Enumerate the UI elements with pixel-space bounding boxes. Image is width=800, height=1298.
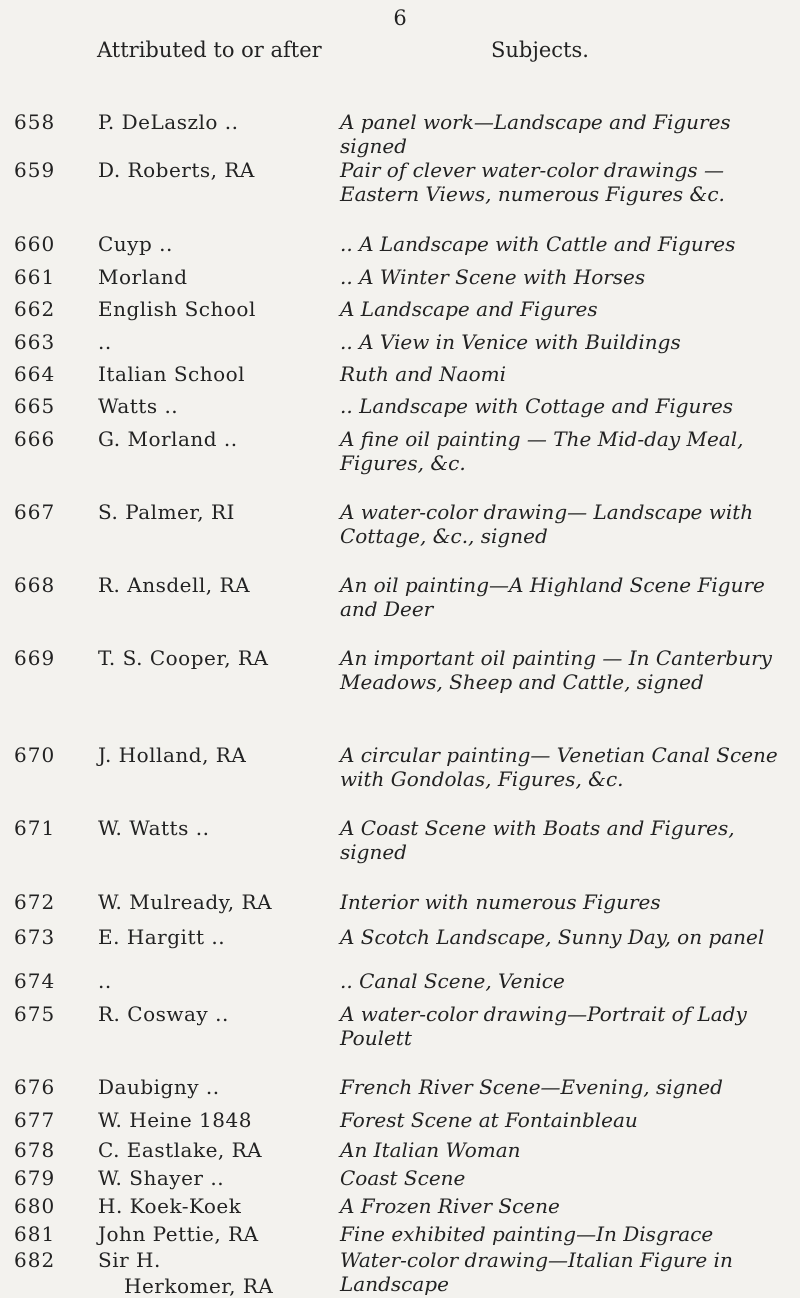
subject-description: A water-color drawing— Landscape with Cottage, &c., signed <box>340 500 754 548</box>
artist-name: E. Hargitt .. <box>98 925 226 949</box>
lot-number: 661 <box>14 265 56 289</box>
subject-description: A Scotch Landscape, Sunny Day, on panel <box>340 925 765 949</box>
lot-number: 681 <box>14 1222 56 1246</box>
artist-name: .. <box>98 969 112 993</box>
lot-number: 671 <box>14 816 56 840</box>
lot-number: 678 <box>14 1138 56 1162</box>
lot-number: 675 <box>14 1002 56 1026</box>
subject-description: Ruth and Naomi <box>340 362 507 386</box>
lot-number: 664 <box>14 362 56 386</box>
lot-number: 672 <box>14 890 56 914</box>
subject-description: An Italian Woman <box>340 1138 521 1162</box>
artist-name: W. Heine 1848 <box>98 1108 252 1132</box>
lot-number: 677 <box>14 1108 56 1132</box>
artist-name: T. S. Cooper, RA <box>98 646 269 670</box>
header-artist: Attributed to or after <box>97 38 322 62</box>
lot-number: 676 <box>14 1075 56 1099</box>
lot-number: 680 <box>14 1194 56 1218</box>
subject-description: An oil painting—A Highland Scene Figure and Deer <box>340 573 765 621</box>
artist-name: W. Mulready, RA <box>98 890 273 914</box>
artist-name: Sir H. <box>98 1248 161 1272</box>
artist-name: G. Morland .. <box>98 427 238 451</box>
subject-description: A Landscape and Figures <box>340 297 598 321</box>
subject-description: .. A Winter Scene with Horses <box>340 265 646 289</box>
lot-number: 658 <box>14 110 56 134</box>
subject-description: .. A View in Venice with Buildings <box>340 330 681 354</box>
lot-number: 679 <box>14 1166 56 1190</box>
subject-description: A panel work—Landscape and Figures signed <box>340 110 731 158</box>
artist-name: Morland <box>98 265 188 289</box>
lot-number: 666 <box>14 427 56 451</box>
artist-name: Daubigny .. <box>98 1075 220 1099</box>
subject-description: Fine exhibited painting—In Disgrace <box>340 1222 714 1246</box>
subject-description: A Coast Scene with Boats and Figures, signed <box>340 816 735 864</box>
subject-description: Water-color drawing—Italian Figure in Landscape <box>340 1248 733 1296</box>
artist-name: Watts .. <box>98 394 179 418</box>
artist-name: English School <box>98 297 256 321</box>
lot-number: 670 <box>14 743 56 767</box>
lot-number: 659 <box>14 158 56 182</box>
subject-description: A Frozen River Scene <box>340 1194 560 1218</box>
artist-name: W. Watts .. <box>98 816 210 840</box>
artist-name: J. Holland, RA <box>98 743 247 767</box>
lot-number: 662 <box>14 297 56 321</box>
artist-name: R. Cosway .. <box>98 1002 229 1026</box>
subject-description: A fine oil painting — The Mid-day Meal, Figures, &c. <box>340 427 744 475</box>
subject-description: .. Landscape with Cottage and Figures <box>340 394 734 418</box>
lot-number: 668 <box>14 573 56 597</box>
lot-number: 660 <box>14 232 56 256</box>
artist-name: P. DeLaszlo .. <box>98 110 239 134</box>
subject-description: French River Scene—Evening, signed <box>340 1075 723 1099</box>
artist-name: C. Eastlake, RA <box>98 1138 263 1162</box>
lot-number: 669 <box>14 646 56 670</box>
subject-description: Pair of clever water-color drawings — Eastern Views, numerous Figures &c. <box>340 158 725 206</box>
artist-name: R. Ansdell, RA <box>98 573 251 597</box>
subject-description: .. A Landscape with Cattle and Figures <box>340 232 736 256</box>
artist-name: Italian School <box>98 362 246 386</box>
artist-name: John Pettie, RA <box>98 1222 259 1246</box>
subject-description: An important oil painting — In Canterbury Meadows, Sheep and Cattle, signed <box>340 646 772 694</box>
artist-name: W. Shayer .. <box>98 1166 225 1190</box>
artist-name: S. Palmer, RI <box>98 500 235 524</box>
lot-number: 682 <box>14 1248 56 1272</box>
page-number: 6 <box>393 6 407 30</box>
subject-description: Forest Scene at Fontainbleau <box>340 1108 638 1132</box>
artist-name-continued: Herkomer, RA <box>124 1274 274 1298</box>
lot-number: 665 <box>14 394 56 418</box>
subject-description: Interior with numerous Figures <box>340 890 661 914</box>
lot-number: 673 <box>14 925 56 949</box>
subject-description: Coast Scene <box>340 1166 466 1190</box>
subject-description: A water-color drawing—Portrait of Lady Poulett <box>340 1002 747 1050</box>
artist-name: Cuyp .. <box>98 232 173 256</box>
lot-number: 663 <box>14 330 56 354</box>
artist-name: D. Roberts, RA <box>98 158 255 182</box>
subject-description: A circular painting— Venetian Canal Scene with Gondolas, Figures, &c. <box>340 743 778 791</box>
artist-name: H. Koek-Koek <box>98 1194 242 1218</box>
subject-description: .. Canal Scene, Venice <box>340 969 565 993</box>
header-subject: Subjects. <box>491 38 589 62</box>
lot-number: 674 <box>14 969 56 993</box>
lot-number: 667 <box>14 500 56 524</box>
artist-name: .. <box>98 330 112 354</box>
